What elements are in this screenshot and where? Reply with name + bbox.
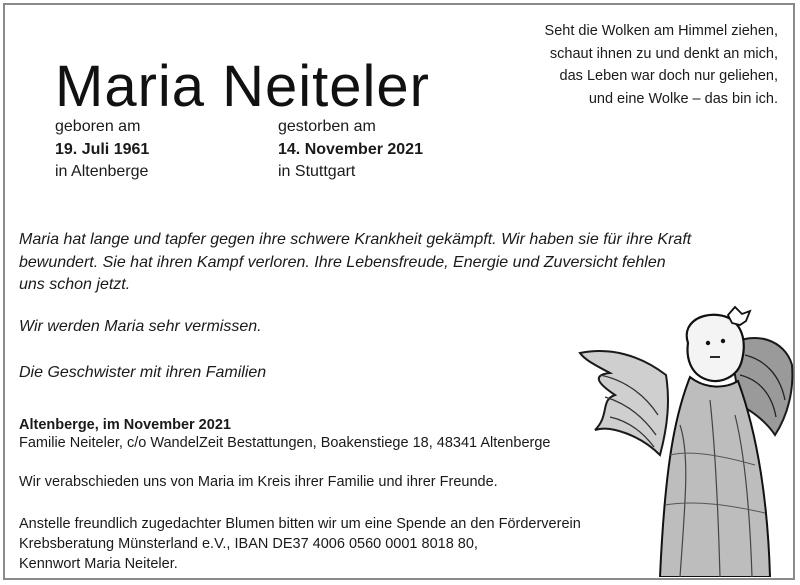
poem-line: schaut ihnen zu und denkt an mich, [549, 45, 778, 62]
donation-line: Anstelle freundlich zugedachter Blumen bitten wir um eine Spende an den Förderverein [19, 516, 581, 532]
death-info [278, 116, 423, 184]
died-place: in Stuttgart [278, 163, 356, 180]
deceased-name: Maria Neiteler [55, 54, 430, 119]
died-date: 14. November 2021 [278, 140, 423, 158]
poem [438, 20, 778, 110]
tribute-line: Maria hat lange und tapfer gegen ihre schwere Krankheit gekämpft. Wir haben sie für ihre Kraft [19, 231, 692, 248]
tribute-line: bewundert. Sie hat ihren Kampf verloren. Ihre Lebensfreude, Energie und Zuversicht fehlen [19, 253, 666, 271]
poem-line: und eine Wolke – das bin ich. [588, 90, 778, 107]
angel-sketch-icon [570, 305, 795, 577]
farewell-note: Wir verabschieden uns von Maria im Kreis ihrer Familie und ihrer Freunde. [19, 474, 498, 490]
missing-text: Wir werden Maria sehr vermissen. [19, 318, 262, 335]
birth-info [55, 116, 149, 184]
poem-line: das Leben war doch nur geliehen, [559, 68, 778, 84]
donation-line: Krebsberatung Münsterland e.V., IBAN DE37 4006 0560 0001 8018 80, [19, 536, 478, 552]
born-date: 19. Juli 1961 [55, 140, 150, 158]
mourners-signature: Die Geschwister mit ihren Familien [19, 364, 267, 381]
born-place: in Altenberge [55, 163, 149, 180]
died-label: gestorben am [278, 118, 376, 135]
poem-line: Seht die Wolken am Himmel ziehen, [544, 23, 778, 39]
location-date: Altenberge, im November 2021 [19, 417, 231, 433]
donation-note [19, 514, 581, 574]
donation-line: Kennwort Maria Neiteler. [19, 556, 178, 572]
tribute-line: uns schon jetzt. [19, 276, 131, 293]
contact-address: Familie Neiteler, c/o WandelZeit Bestattungen, Boakenstiege 18, 48341 Altenberge [19, 435, 551, 451]
born-label: geboren am [55, 118, 141, 135]
tribute-text [19, 229, 691, 297]
